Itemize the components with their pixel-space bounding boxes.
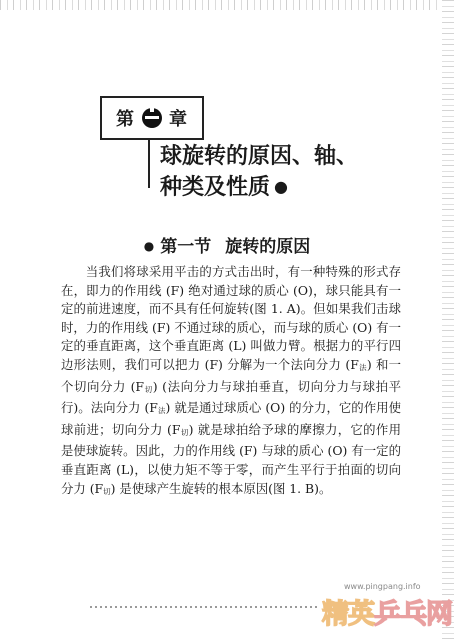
watermark-logo	[322, 592, 452, 631]
title-bullet-icon: ●	[274, 177, 288, 196]
scan-edge-right	[442, 0, 454, 643]
subscript-tangent-2: 切	[180, 427, 189, 437]
chapter-suffix: 章	[169, 109, 188, 130]
section-name: 旋转的原因	[225, 237, 311, 257]
paragraph-text-2: ) 和一个切向分力 (F	[61, 356, 402, 394]
paragraph-text-3: ) (法向分力与球拍垂直，切向分力与球拍平行)。法向分力 (F	[61, 378, 402, 416]
subscript-tangent-3: 切	[103, 486, 111, 496]
chapter-heading-box	[100, 96, 204, 140]
paragraph-text-6: ) 是使球产生旋转的根本原因(图 1. B)。	[110, 480, 332, 496]
section-heading	[0, 232, 454, 257]
subscript-normal-2: 法	[157, 406, 166, 416]
chapter-title	[160, 142, 420, 203]
paragraph-text-1: 当我们将球采用平击的方式击出时，有一种特殊的形式存在，即力的作用线 (F) 绝对通过球的质心 (O)，球只能具有一定的前进速度，而不具有任何旋转(图 1. A)。但如果我们击球时，力的作用线 (F) 不通过球的质心，而与球的质心 (O) 有一定的垂直距离，这个垂直距离 (L) 叫做力臂。根据力的平行四边形法则，我们可以把力 (F) 分解为一个法向分力 (F	[61, 264, 401, 372]
body-paragraph	[61, 263, 401, 501]
subscript-normal-1: 法	[358, 362, 367, 372]
watermark-text-right: 乒乓网	[374, 599, 452, 630]
subscript-tangent-1: 切	[144, 384, 153, 394]
chapter-title-line-2-text: 种类及性质	[160, 175, 271, 200]
chapter-title-line-2	[160, 172, 420, 203]
paragraph-text-5: ) 就是球拍给予球的摩擦力，它的作用是使球旋转。因此，力的作用线 (F) 与球的质心 (O) 有一定的垂直距离 (L)，以使力矩不等于零，而产生平行于拍面的切向分力 (F	[61, 421, 401, 496]
watermark-text-left: 精英	[322, 599, 374, 630]
section-number: 第一节	[160, 237, 212, 257]
scan-edge-top	[0, 0, 454, 10]
chapter-title-line-1: 球旋转的原因、轴、	[160, 144, 359, 169]
section-bullet-icon: ●	[143, 239, 155, 253]
chapter-prefix: 第	[116, 109, 135, 130]
watermark-url: www.pingpang.info	[344, 582, 421, 591]
chapter-number-ball-icon	[141, 107, 163, 129]
paragraph-text-4: ) 就是通过球质心 (O) 的分力，它的作用使球前进；切向分力 (F	[61, 400, 401, 437]
chapter-divider-line	[148, 140, 150, 188]
scan-ruler-marks	[90, 606, 320, 608]
